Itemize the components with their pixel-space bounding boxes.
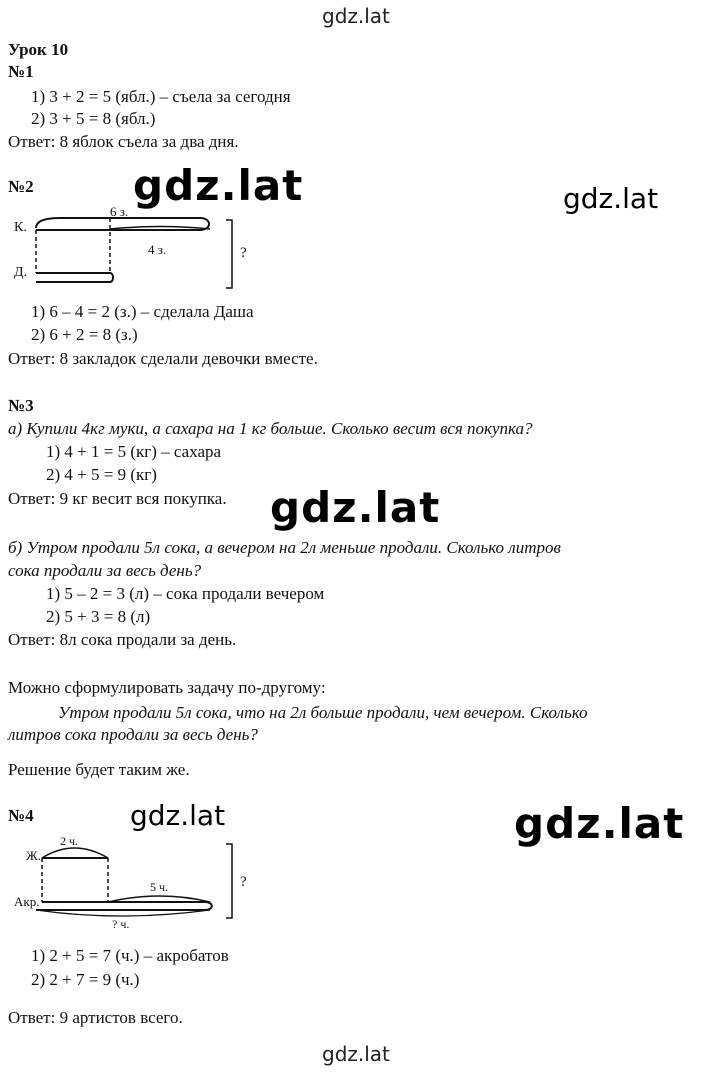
task2-line1: 1) 6 – 4 = 2 (з.) – сделала Даша (31, 302, 254, 321)
task3-a-line2: 2) 4 + 5 = 9 (кг) (46, 465, 157, 484)
task3-a-answer: Ответ: 9 кг весит вся покупка. (8, 489, 227, 508)
task4-diagram (0, 830, 270, 935)
watermark-3: gdz.lat (270, 483, 441, 532)
task4-question: ? (240, 874, 247, 890)
task4-line2: 2) 2 + 7 = 9 (ч.) (31, 970, 140, 989)
task2-label-d: Д. (14, 265, 28, 280)
task4-inner-label: 5 ч. (150, 880, 169, 894)
task2-title: №2 (8, 177, 34, 196)
task3-b-text1: б) Утром продали 5л сока, а вечером на 2л меньше продали. Сколько литров (8, 538, 561, 557)
task4-bottom-label: ? ч. (112, 917, 130, 931)
task4-line1: 1) 2 + 5 = 7 (ч.) – акробатов (31, 946, 229, 965)
watermark-2: gdz.lat (563, 182, 659, 215)
task3-a-text: а) Купили 4кг муки, а сахара на 1 кг больше. Сколько весит вся покупка? (8, 419, 533, 438)
task3-alt-text2: литров сока продали за весь день? (8, 725, 258, 744)
task2-question: ? (240, 245, 247, 261)
watermark-1: gdz.lat (133, 161, 304, 210)
task1-title: №1 (8, 62, 34, 81)
lesson-title: Урок 10 (8, 40, 69, 59)
task1-line1: 1) 3 + 2 = 5 (ябл.) – съела за сегодня (31, 87, 291, 106)
task2-answer: Ответ: 8 закладок сделали девочки вместе. (8, 349, 318, 368)
task3-title: №3 (8, 396, 34, 415)
task1-answer: Ответ: 8 яблок съела за два дня. (8, 132, 239, 151)
task4-answer: Ответ: 9 артистов всего. (8, 1008, 183, 1027)
task3-alt-text1: Утром продали 5л сока, что на 2л больше продали, чем вечером. Сколько (58, 703, 588, 722)
task4-label-akr: Акр. (14, 894, 40, 909)
task3-a-line1: 1) 4 + 1 = 5 (кг) – сахара (46, 442, 222, 461)
task3-b-line1: 1) 5 – 2 = 3 (л) – сока продали вечером (46, 584, 325, 603)
task3-alt-note: Решение будет таким же. (8, 760, 190, 779)
task4-label-zh: Ж. (26, 848, 41, 863)
task3-b-line2: 2) 5 + 3 = 8 (л) (46, 607, 151, 626)
watermark-5: gdz.lat (514, 799, 685, 848)
task2-label-k: К. (14, 220, 27, 235)
task3-b-text2: сока продали за весь день? (8, 561, 202, 580)
watermark-4: gdz.lat (130, 799, 226, 832)
task2-inner-label: 4 з. (148, 242, 167, 257)
task4-title: №4 (8, 806, 34, 825)
task3-b-answer: Ответ: 8л сока продали за день. (8, 630, 237, 649)
task2-top-label: 6 з. (110, 204, 129, 219)
watermark-top: gdz.lat (322, 4, 390, 28)
task1-line2: 2) 3 + 5 = 8 (ябл.) (31, 109, 156, 128)
watermark-bottom: gdz.lat (322, 1042, 390, 1066)
task4-top-label: 2 ч. (60, 834, 79, 848)
task2-diagram (0, 200, 270, 290)
task3-alt-intro: Можно сформулировать задачу по-другому: (8, 678, 326, 697)
task2-line2: 2) 6 + 2 = 8 (з.) (31, 325, 138, 344)
